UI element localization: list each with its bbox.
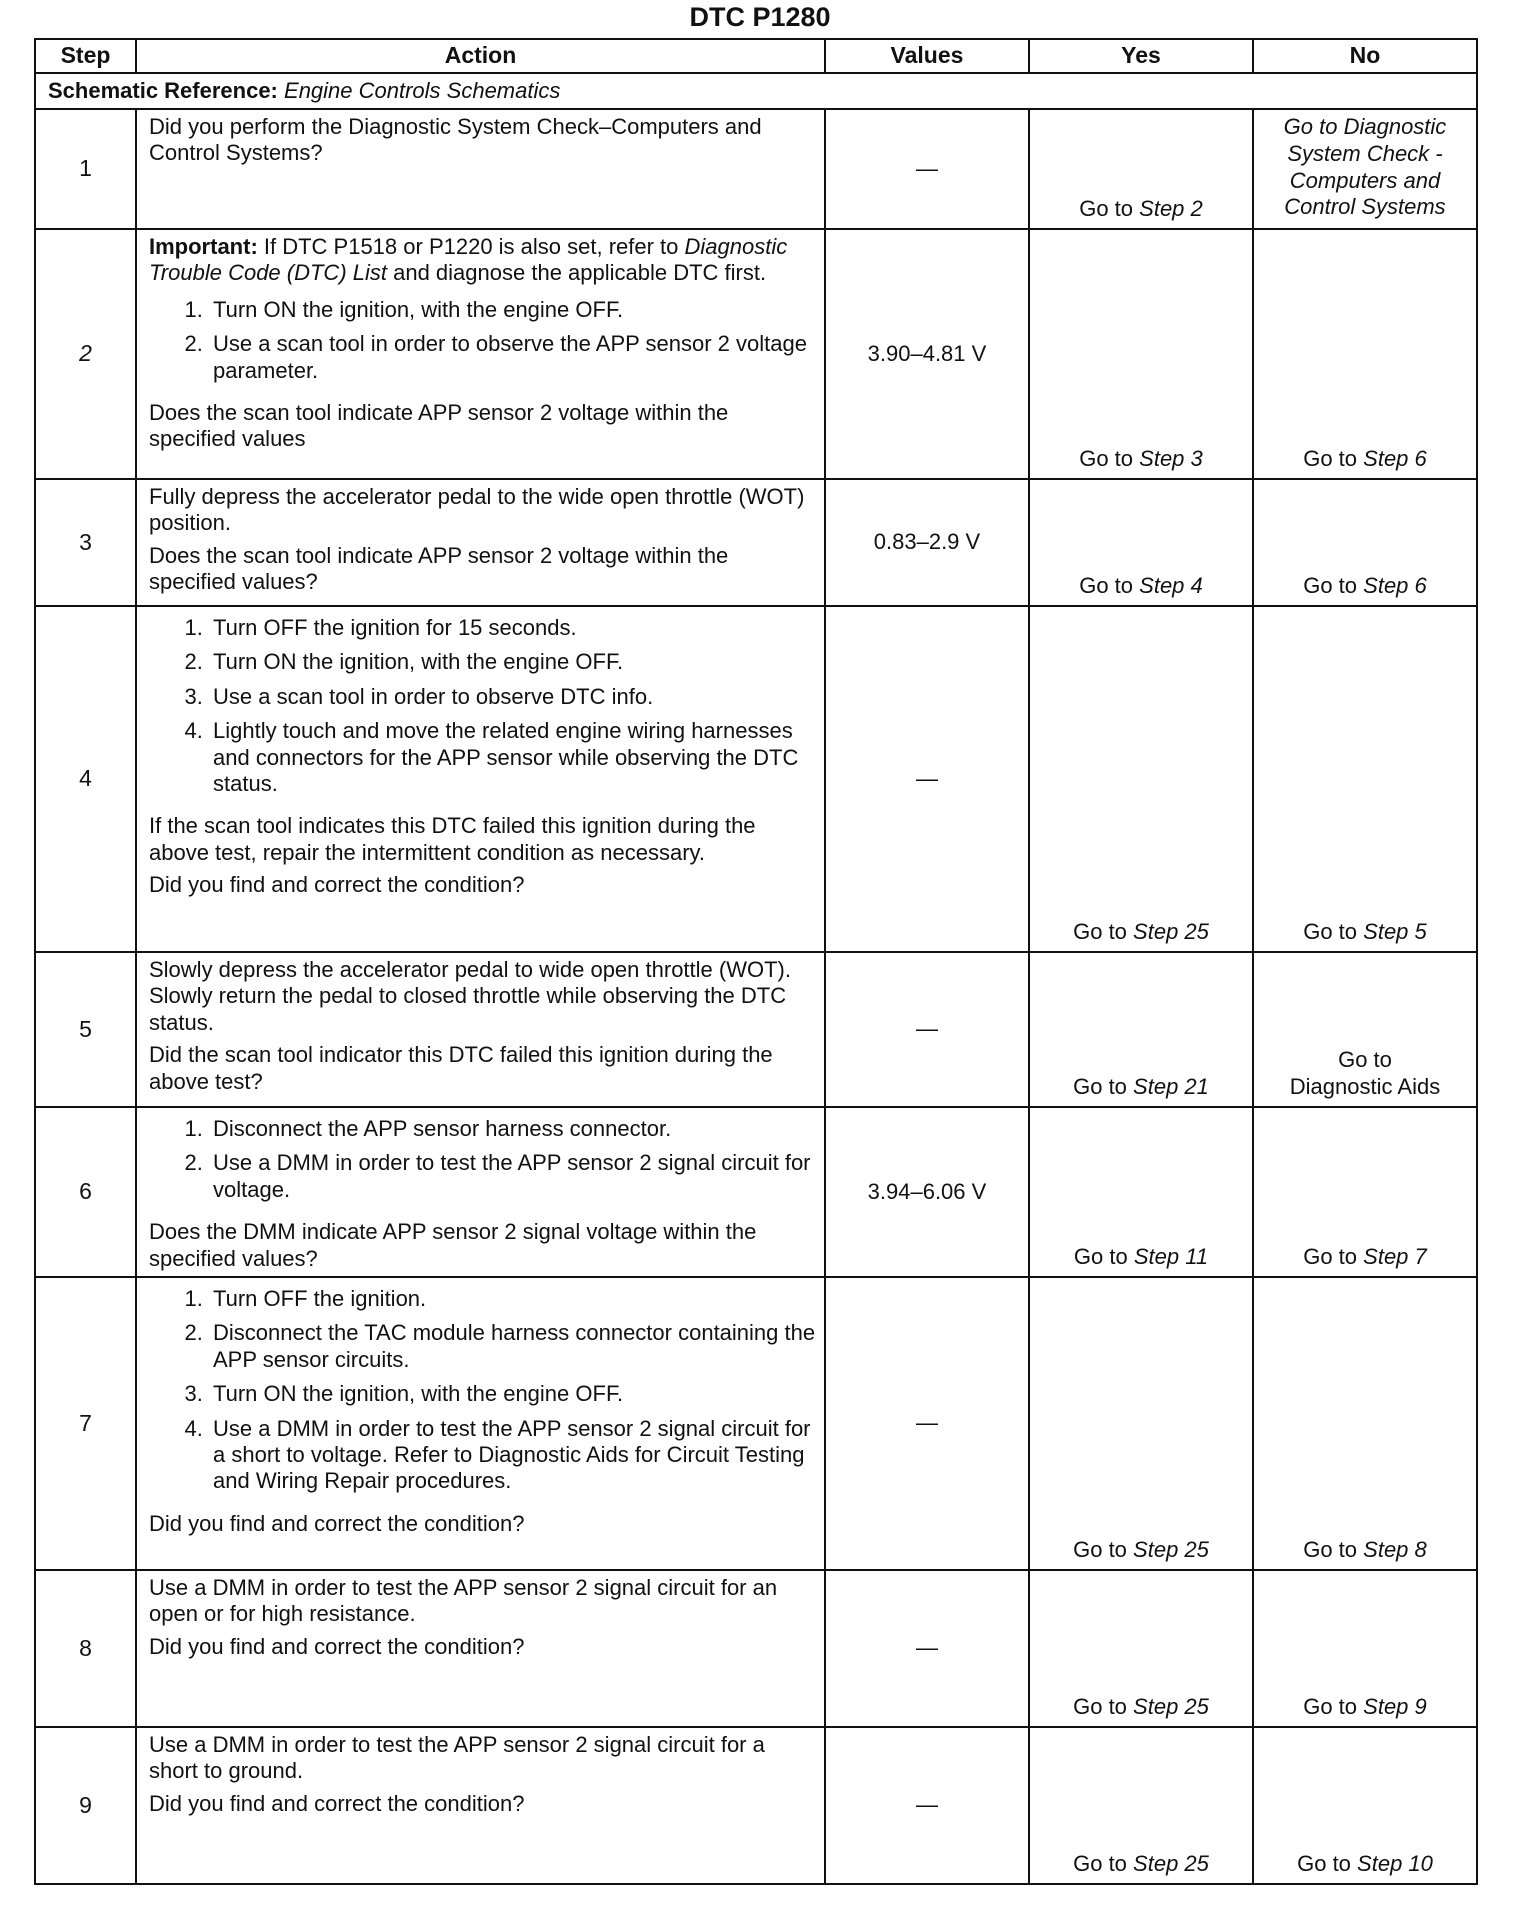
- values-cell: —: [825, 1727, 1029, 1884]
- action-cell: [136, 952, 825, 1107]
- yes-cell: [1029, 1277, 1253, 1570]
- goto-step-link[interactable]: Step 3: [1139, 445, 1203, 471]
- list-item: 4. Use a DMM in order to test the APP sensor 2 signal circuit for a short to voltage. Refer to Diagnostic Aids for Circuit Testing and Wiring Repair procedures.: [209, 1416, 816, 1495]
- step-number: 7: [35, 1277, 136, 1570]
- action-cell: [136, 1277, 825, 1570]
- action-text: Use a DMM in order to test the APP sensor 2 signal circuit for an open or for high resistance.: [149, 1574, 778, 1627]
- no-cell: [1253, 952, 1477, 1107]
- goto-label: Go to: [1079, 572, 1134, 598]
- page-title: DTC P1280: [689, 2, 831, 32]
- header-action: Action: [136, 39, 825, 73]
- action-cell: [136, 229, 825, 479]
- action-cell: [136, 109, 825, 229]
- schematic-reference-label: Schematic Reference:: [48, 77, 278, 103]
- goto-step-link[interactable]: Step 25: [1133, 1536, 1209, 1562]
- action-text: Use a DMM in order to test the APP sensor 2 signal circuit for a short to ground.: [149, 1731, 765, 1784]
- action-question: Does the scan tool indicate APP sensor 2 voltage within the specified values: [149, 399, 729, 452]
- goto-step-link[interactable]: Step 5: [1363, 918, 1427, 944]
- values-cell: —: [825, 1277, 1029, 1570]
- step-number: 4: [35, 606, 136, 952]
- goto-step-link[interactable]: Step 21: [1133, 1073, 1209, 1099]
- goto-step-link[interactable]: Step 8: [1363, 1536, 1427, 1562]
- list-item: 2. Use a scan tool in order to observe the APP sensor 2 voltage parameter.: [209, 331, 816, 384]
- action-cell: [136, 1107, 825, 1277]
- step-number: 9: [35, 1727, 136, 1884]
- yes-cell: [1029, 1107, 1253, 1277]
- yes-cell: [1029, 229, 1253, 479]
- action-question: Did you find and correct the condition?: [149, 1790, 525, 1816]
- values-cell: 3.94–6.06 V: [825, 1107, 1029, 1277]
- no-cell: [1253, 109, 1477, 229]
- action-question: Did you find and correct the condition?: [149, 872, 525, 898]
- yes-cell: [1029, 1727, 1253, 1884]
- goto-label: Go to: [1073, 1536, 1127, 1562]
- list-item: 1. Turn ON the ignition, with the engine OFF.: [209, 297, 816, 323]
- step-number: 8: [35, 1570, 136, 1727]
- values-cell: 3.90–4.81 V: [825, 229, 1029, 479]
- no-cell: [1253, 1727, 1477, 1884]
- table-row: [35, 109, 1477, 229]
- goto-label: Go to: [1303, 918, 1358, 944]
- no-line[interactable]: Control Systems: [1284, 194, 1446, 220]
- schematic-reference-value: Engine Controls Schematics: [284, 77, 561, 103]
- no-cell: [1253, 479, 1477, 606]
- goto-label: Go to: [1303, 445, 1358, 471]
- list-item: 2. Use a DMM in order to test the APP sensor 2 signal circuit for voltage.: [209, 1150, 816, 1203]
- table-row: [35, 229, 1477, 479]
- action-text: Did you perform the Diagnostic System Check–Computers and Control Systems?: [149, 114, 762, 166]
- header-yes: Yes: [1029, 39, 1253, 73]
- action-text: Slowly depress the accelerator pedal to wide open throttle (WOT). Slowly return the pedal to closed throttle while observing the DTC status.: [149, 957, 791, 1035]
- step-number: 1: [35, 109, 136, 229]
- values-cell: —: [825, 606, 1029, 952]
- goto-label: Go to: [1303, 1243, 1358, 1269]
- list-item: 1. Disconnect the APP sensor harness connector.: [209, 1116, 816, 1142]
- table-row: [35, 1727, 1477, 1884]
- diagnostic-table: [34, 38, 1478, 1885]
- goto-label: Go to: [1073, 1693, 1127, 1719]
- list-item: 2. Turn ON the ignition, with the engine OFF.: [209, 649, 816, 675]
- no-line[interactable]: Go to Diagnostic: [1283, 114, 1447, 139]
- values-cell: 0.83–2.9 V: [825, 479, 1029, 606]
- goto-step-link[interactable]: Step 10: [1357, 1850, 1433, 1876]
- header-step: Step: [35, 39, 136, 73]
- list-item: 3. Turn ON the ignition, with the engine OFF.: [209, 1381, 816, 1407]
- yes-cell: [1029, 952, 1253, 1107]
- yes-cell: [1029, 479, 1253, 606]
- yes-cell: [1029, 109, 1253, 229]
- action-cell: [136, 479, 825, 606]
- goto-step-link[interactable]: Step 7: [1363, 1243, 1427, 1269]
- yes-cell: [1029, 606, 1253, 952]
- header-values: Values: [825, 39, 1029, 73]
- no-cell: [1253, 1570, 1477, 1727]
- values-cell: —: [825, 1570, 1029, 1727]
- values-cell: —: [825, 952, 1029, 1107]
- action-question: Does the DMM indicate APP sensor 2 signal voltage within the specified values?: [149, 1219, 757, 1271]
- action-question: Did the scan tool indicator this DTC failed this ignition during the above test?: [149, 1042, 773, 1094]
- list-item: 3. Use a scan tool in order to observe DTC info.: [209, 684, 816, 710]
- goto-step-link[interactable]: Step 4: [1139, 572, 1203, 598]
- goto-label: Go to: [1073, 1850, 1127, 1876]
- no-line[interactable]: Diagnostic Aids: [1289, 1073, 1441, 1099]
- goto-step-link[interactable]: Step 2: [1139, 195, 1203, 221]
- action-list: [149, 297, 816, 392]
- action-cell: [136, 606, 825, 952]
- action-note: If the scan tool indicates this DTC failed this ignition during the above test, repair the intermittent condition as necessary.: [149, 813, 756, 865]
- no-line[interactable]: Computers and: [1289, 167, 1441, 193]
- header-row: [35, 39, 1477, 73]
- action-question: Did you find and correct the condition?: [149, 1510, 525, 1536]
- no-cell: [1253, 1277, 1477, 1570]
- goto-step-link[interactable]: Step 6: [1363, 445, 1427, 471]
- no-line[interactable]: Go to: [1338, 1047, 1392, 1073]
- action-cell: [136, 1727, 825, 1884]
- no-line[interactable]: System Check -: [1287, 140, 1443, 166]
- dtc-list-link[interactable]: Diagnostic Trouble Code (DTC) List: [149, 234, 788, 286]
- header-no: No: [1253, 39, 1477, 73]
- goto-step-link[interactable]: Step 25: [1133, 1693, 1209, 1719]
- goto-label: Go to: [1073, 1243, 1128, 1269]
- schematic-reference: [35, 73, 1477, 109]
- table-row: [35, 479, 1477, 606]
- goto-step-link[interactable]: Step 25: [1133, 918, 1209, 944]
- goto-label: Go to: [1073, 918, 1127, 944]
- goto-label: Go to: [1303, 572, 1358, 598]
- goto-label: Go to: [1073, 1073, 1127, 1099]
- goto-step-link[interactable]: Step 9: [1363, 1693, 1427, 1719]
- action-list: [149, 615, 816, 805]
- important-tail: and diagnose the applicable DTC first.: [387, 260, 767, 286]
- action-list: [149, 1286, 816, 1503]
- important-text: If DTC P1518 or P1220 is also set, refer to: [257, 234, 685, 259]
- step-number: 5: [35, 952, 136, 1107]
- no-cell: [1253, 1107, 1477, 1277]
- list-item: 2. Disconnect the TAC module harness connector containing the APP sensor circuits.: [209, 1320, 816, 1373]
- goto-label: Go to: [1079, 195, 1134, 221]
- yes-cell: [1029, 1570, 1253, 1727]
- no-cell: [1253, 606, 1477, 952]
- goto-step-link[interactable]: Step 25: [1133, 1850, 1209, 1876]
- table-row: [35, 952, 1477, 1107]
- no-cell: [1253, 229, 1477, 479]
- action-list: [149, 1116, 816, 1211]
- goto-step-link[interactable]: Step 11: [1133, 1243, 1209, 1269]
- table-row: [35, 1107, 1477, 1277]
- goto-label: Go to: [1303, 1536, 1358, 1562]
- action-cell: [136, 1570, 825, 1727]
- table-row: [35, 1277, 1477, 1570]
- list-item: 4. Lightly touch and move the related engine wiring harnesses and connectors for the APP sensor while observing the DTC status.: [209, 718, 816, 797]
- action-question: Does the scan tool indicate APP sensor 2 voltage within the specified values?: [149, 542, 729, 595]
- goto-label: Go to: [1297, 1850, 1351, 1876]
- list-item: 1. Turn OFF the ignition.: [209, 1286, 816, 1312]
- step-number: 6: [35, 1107, 136, 1277]
- important-label: Important:: [149, 234, 258, 259]
- table-row: [35, 606, 1477, 952]
- step-number: 3: [35, 479, 136, 606]
- goto-step-link[interactable]: Step 6: [1363, 572, 1427, 598]
- step-number: 2: [35, 229, 136, 479]
- schematic-reference-row: [35, 73, 1477, 109]
- goto-label: Go to: [1079, 445, 1134, 471]
- goto-label: Go to: [1303, 1693, 1358, 1719]
- table-row: [35, 1570, 1477, 1727]
- action-text: Fully depress the accelerator pedal to the wide open throttle (WOT) position.: [149, 484, 805, 536]
- important-note: [149, 234, 816, 287]
- list-item: 1. Turn OFF the ignition for 15 seconds.: [209, 615, 816, 641]
- action-question: Did you find and correct the condition?: [149, 1633, 525, 1659]
- values-cell: —: [825, 109, 1029, 229]
